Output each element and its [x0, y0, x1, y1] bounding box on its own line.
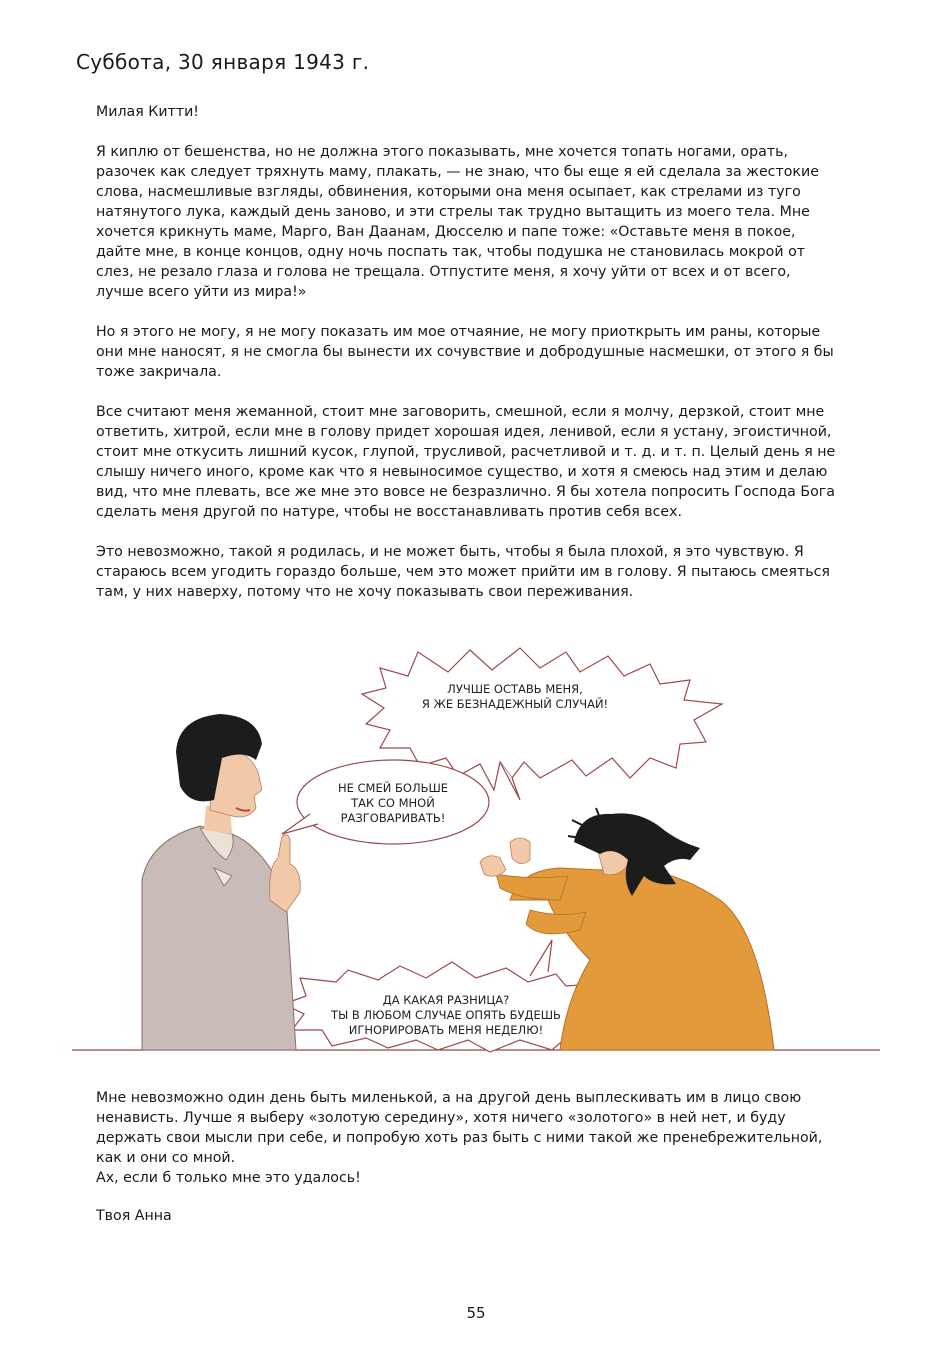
paragraph: Мне невозможно один день быть миленькой, а на другой день выплескивать им в лицо свою ненависть. Лучше я выберу «золотую середину», хотя ничего «золотого» в ней нет, и буду держать свои мысли при себе, и попробую хоть раз быть с ними такой же пренебрежительной, как и они со мной. [96, 1090, 823, 1166]
signature: Твоя Анна [96, 1208, 172, 1224]
paragraph: Но я этого не могу, я не могу показать им мое отчаяние, не могу приоткрыть им раны, которые они мне наносят, я не смогла бы вынести их сочувствие и добродушные насмешки, от этого я бы тоже закричала. [96, 324, 834, 380]
speech-text-anne-bottom [296, 993, 596, 1038]
paragraph: Это невозможно, такой я родилась, и не может быть, чтобы я была плохой, я это чувствую. Я стараюсь всем угодить гораздо больше, чем это может прийти им в голову. Я пытаюсь смеяться там, у них наверху, потому что не хочу показывать свои переживания. [96, 544, 830, 600]
speech-line: ТАК СО МНОЙ [351, 796, 435, 810]
letter-greeting: Милая Китти! [96, 104, 199, 120]
paragraph: Все считают меня жеманной, стоит мне заговорить, смешной, если я молчу, дерзкой, стоит мне ответить, хитрой, если мне в голову придет хорошая идея, ленивой, если я устану, эгоистичной, стоит мне откусить лишний кусок, глупой, трусливой, расчетливой и т. д. и т. п. Целый день я не слышу ничего иного, кроме как что я невыносимое существо, и хотя я смеюсь над этим и делаю вид, что мне плевать, все же мне это вовсе не безразлично. Я бы хотела попросить Господа Бога сделать меня другой по натуре, чтобы не восстанавливать против себя всех. [96, 404, 836, 520]
speech-line: Я ЖЕ БЕЗНАДЕЖНЫЙ СЛУЧАЙ! [421, 697, 609, 711]
speech-text-anne-top [350, 682, 680, 712]
speech-line: НЕ СМЕЙ БОЛЬШЕ [337, 781, 449, 795]
paragraph: Ах, если б только мне это удалось! [96, 1170, 361, 1186]
speech-line: РАЗГОВАРИВАТЬ! [340, 811, 446, 825]
paragraph: Я киплю от бешенства, но не должна этого показывать, мне хочется топать ногами, орать, разочек как следует тряхнуть маму, плакать, — не знаю, что бы еще я ей сделала за жестокие слова, насмешливые взгляды, обвинения, которыми она меня осыпает, как стрелами из туго натянутого лука, каждый день заново, и эти стрелы так трудно вытащить из моего тела. Мне хочется крикнуть маме, Марго, Ван Даанам, Дюсселю и папе тоже: «Оставьте меня в покое, дайте мне, в конце концов, одну ночь поспать так, чтобы подушка не становилась мокрой от слез, не резало глаза и голова не трещала. Отпустите меня, я хочу уйти от всех и от всего, лучше всего уйти из мира!» [96, 144, 819, 300]
letter-ending [96, 1088, 836, 1188]
letter-body [96, 142, 836, 622]
page-title: Суббота, 30 января 1943 г. [76, 50, 370, 74]
speech-line: ЛУЧШЕ ОСТАВЬ МЕНЯ, [447, 682, 583, 696]
speech-text-mother [318, 781, 468, 826]
mother-figure [142, 714, 300, 1050]
page-number: 55 [466, 1304, 486, 1322]
speech-line: ТЫ В ЛЮБОМ СЛУЧАЕ ОПЯТЬ БУДЕШЬ [331, 1008, 561, 1022]
speech-line: ИГНОРИРОВАТЬ МЕНЯ НЕДЕЛЮ! [348, 1023, 544, 1037]
speech-line: ДА КАКАЯ РАЗНИЦА? [382, 993, 510, 1007]
